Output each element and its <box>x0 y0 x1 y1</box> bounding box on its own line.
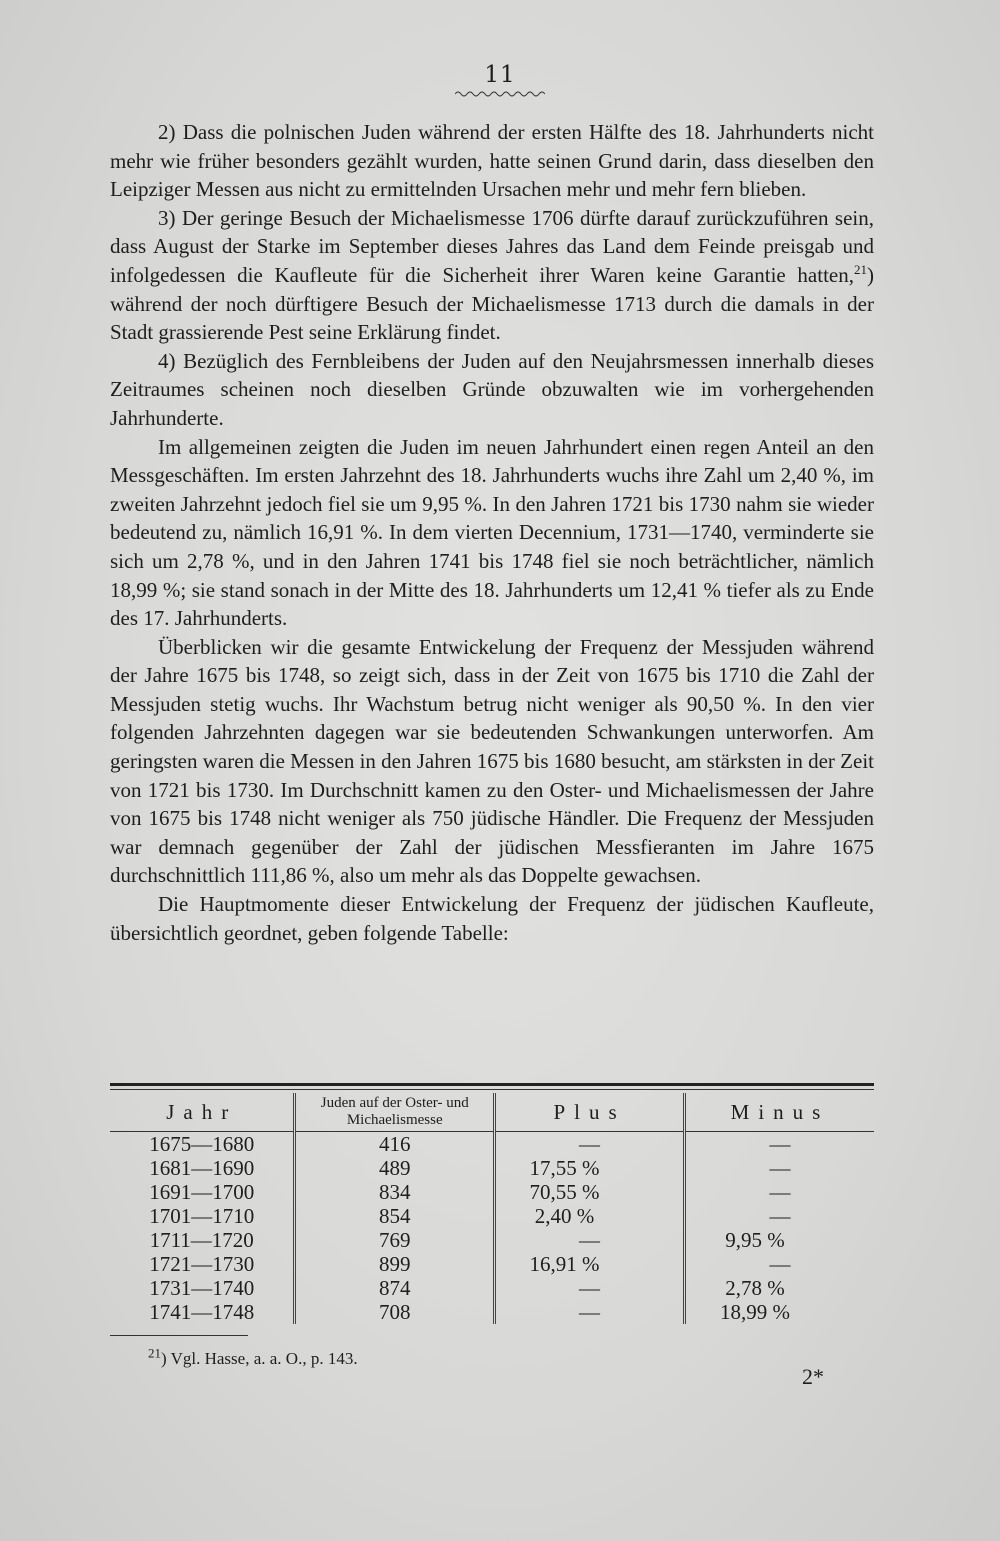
cell-juden: 416 <box>295 1132 495 1157</box>
cell-jahr: 1741—1748 <box>149 1300 255 1324</box>
footnote-mark: 21 <box>148 1345 161 1361</box>
signature-mark: 2* <box>802 1364 824 1389</box>
table-row <box>110 1204 874 1228</box>
cell-plus: — <box>495 1276 685 1300</box>
cell-plus: — <box>495 1132 685 1157</box>
footnote-reference: 21 <box>854 261 867 277</box>
table-row <box>110 1228 874 1252</box>
header-juden: Juden auf der Oster- und Michaelismesse <box>295 1093 495 1132</box>
header-minus: Minus <box>685 1093 874 1132</box>
cell-plus: 70,55 % <box>495 1180 685 1204</box>
cell-minus: 2,78 % <box>685 1276 874 1300</box>
cell-juden: 874 <box>295 1276 495 1300</box>
cell-jahr: 1721—1730 <box>149 1252 255 1276</box>
table-row <box>110 1300 874 1324</box>
footnote-rule <box>110 1335 248 1336</box>
cell-minus: — <box>685 1252 874 1276</box>
table-row <box>110 1180 874 1204</box>
cell-jahr: 1691—1700 <box>149 1180 255 1204</box>
page-number-text: 11 <box>484 62 516 88</box>
footnote-text: ) Vgl. Hasse, a. a. O., p. 143. <box>161 1349 358 1368</box>
cell-minus: 9,95 % <box>685 1228 874 1252</box>
paragraph-allgemeinen: Im allgemeinen zeigten die Juden im neuen Jahrhundert einen regen Anteil an den Messgeschäften. Im ersten Jahrzehnt des 18. Jahrhunderts wuchs ihre Zahl um 2,40 %, im zweiten Jahrzehnt jedoch fiel sie um 9,95 %. In den Jahren 1721 bis 1730 nahm sie wieder bedeutend zu, nämlich 16,91 %. In dem vierten Decennium, 1731—1740, verminderte sie sich um 2,78 %, und in den Jahren 1741 bis 1748 fiel sie noch beträchtlicher, nämlich 18,99 %; sie stand sonach in der Mitte des 18. Jahrhunderts um 12,41 % tiefer als zu Ende des 17. Jahrhunderts. <box>110 434 874 631</box>
table-top-rule <box>110 1083 874 1086</box>
cell-juden: 769 <box>295 1228 495 1252</box>
paragraph-4: 4) Bezüglich des Fernbleibens der Juden auf den Neujahrsmessen innerhalb dieses Zeitraumes scheinen noch dieselben Gründe obzuwalten wie im vorhergehenden Jahrhunderte. <box>110 348 874 430</box>
cell-minus: — <box>685 1204 874 1228</box>
cell-minus: 18,99 % <box>685 1300 874 1324</box>
cell-jahr: 1701—1710 <box>149 1204 255 1228</box>
footnote <box>148 1345 358 1369</box>
paragraph-hauptmomente: Die Hauptmomente dieser Entwickelung der Frequenz der jüdischen Kaufleute, übersichtlich geordnet, geben folgende Tabelle: <box>110 892 874 945</box>
cell-juden: 708 <box>295 1300 495 1324</box>
header-plus: Plus <box>495 1093 685 1132</box>
table-row <box>110 1276 874 1300</box>
cell-plus: — <box>495 1228 685 1252</box>
paragraph-3 <box>110 204 874 347</box>
cell-plus: — <box>495 1300 685 1324</box>
table-top-rule-thin <box>110 1089 874 1090</box>
paragraph-ueberblicken: Überblicken wir die gesamte Entwickelung der Frequenz der Messjuden während der Jahre 1675 bis 1748, so zeigt sich, dass in der Zeit von 1675 bis 1710 die Zahl der Messjuden stetig wuchs. Ihr Wachstum betrug nicht weniger als 90,50 %. In den vier folgenden Jahrzehnten dagegen war sie bedeutenden Schwankungen unterworfen. Am geringsten waren die Messen in den Jahren 1675 bis 1680 besucht, am stärksten in der Zeit von 1721 bis 1730. Im Durchschnitt kamen zu den Oster- und Michaelismessen der Jahre von 1675 bis 1748 nicht weniger als 750 jüdische Händler. Die Frequenz der Messjuden war demnach gegenüber der Zahl der jüdischen Messfieranten im Jahre 1675 durchschnittlich 111,86 %, also um mehr als das Doppelte gewachsen. <box>110 634 874 888</box>
paragraph-2: 2) Dass die polnischen Juden während der ersten Hälfte des 18. Jahrhunderts nicht mehr wie früher besonders gezählt wurden, hatte seinen Grund darin, dass dieselben den Leipziger Messen aus nicht zu ermittelnden Ursachen mehr und mehr fern blieben. <box>110 120 874 202</box>
body-text <box>110 118 874 947</box>
cell-plus: 16,91 % <box>495 1252 685 1276</box>
cell-jahr: 1675—1680 <box>149 1132 255 1156</box>
cell-plus: 17,55 % <box>495 1156 685 1180</box>
paragraph-3-text: 3) Der geringe Besuch der Michaelismesse 1706 dürfte darauf zurückzuführen sein, dass August der Starke im September dieses Jahres das Land dem Feinde preisgab und infolgedessen die Kaufleute für die Sicherheit ihrer Waren keine Garantie hatten, <box>110 205 874 287</box>
wave-ornament-icon <box>455 90 545 98</box>
cell-jahr: 1711—1720 <box>149 1228 254 1252</box>
header-jahr: Jahr <box>110 1093 295 1132</box>
cell-plus: 2,40 % <box>495 1204 685 1228</box>
cell-minus: — <box>685 1156 874 1180</box>
table-row <box>110 1132 874 1157</box>
cell-juden: 899 <box>295 1252 495 1276</box>
cell-minus: — <box>685 1132 874 1157</box>
cell-juden: 854 <box>295 1204 495 1228</box>
paragraph-3-tail: ) während der noch dürftigere Besuch der Michaelismesse 1713 durch die damals in der Stadt grassierende Pest seine Erklärung findet. <box>110 262 874 345</box>
cell-juden: 834 <box>295 1180 495 1204</box>
cell-jahr: 1731—1740 <box>149 1276 255 1300</box>
table-row <box>110 1156 874 1180</box>
page-number <box>0 62 1000 98</box>
table-header-row <box>110 1093 874 1132</box>
frequency-table <box>110 1093 874 1324</box>
cell-minus: — <box>685 1180 874 1204</box>
cell-jahr: 1681—1690 <box>149 1156 255 1180</box>
table-row <box>110 1252 874 1276</box>
cell-juden: 489 <box>295 1156 495 1180</box>
